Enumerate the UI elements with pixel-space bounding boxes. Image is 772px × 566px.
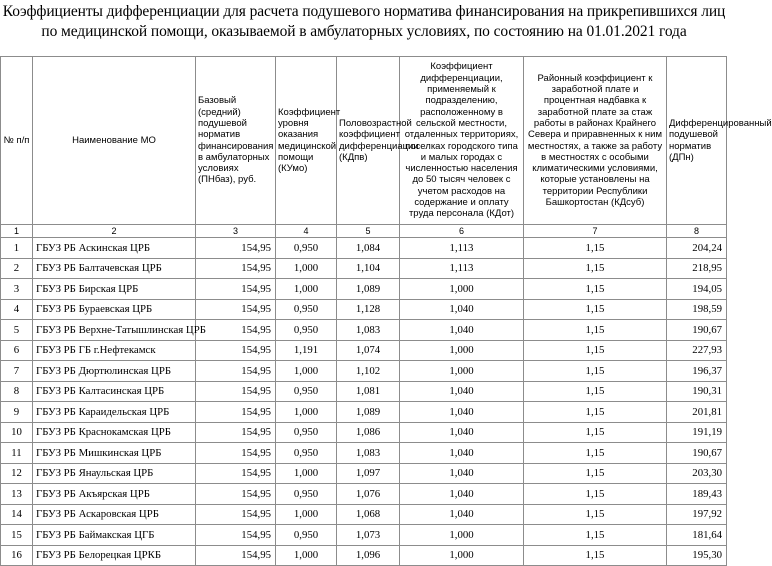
kdpv-cell: 1,086	[337, 422, 400, 443]
kdsub-cell: 1,15	[524, 361, 667, 382]
kumo-cell: 1,191	[276, 340, 337, 361]
coefficients-table	[0, 56, 772, 566]
kdpv-cell: 1,074	[337, 340, 400, 361]
column-number: 4	[276, 225, 337, 238]
table-row	[1, 463, 727, 484]
kumo-cell: 1,000	[276, 463, 337, 484]
base-norm-cell: 154,95	[196, 340, 276, 361]
kdpv-cell: 1,073	[337, 525, 400, 546]
row-number-cell: 2	[1, 258, 33, 279]
dpn-cell: 190,67	[667, 443, 727, 464]
kumo-cell: 1,000	[276, 402, 337, 423]
kumo-cell: 1,000	[276, 279, 337, 300]
row-number-cell: 11	[1, 443, 33, 464]
kdsub-cell: 1,15	[524, 525, 667, 546]
kdpv-cell: 1,089	[337, 402, 400, 423]
kumo-cell: 0,950	[276, 238, 337, 259]
kdot-cell: 1,113	[400, 258, 524, 279]
mo-name-cell: ГБУЗ РБ Мишкинская ЦРБ	[33, 443, 196, 464]
kdpv-cell: 1,076	[337, 484, 400, 505]
table-row	[1, 381, 727, 402]
kumo-cell: 0,950	[276, 299, 337, 320]
header-number: № п/п	[1, 57, 33, 225]
column-number: 2	[33, 225, 196, 238]
row-number-cell: 4	[1, 299, 33, 320]
kdsub-cell: 1,15	[524, 258, 667, 279]
row-number-cell: 8	[1, 381, 33, 402]
header-kdpv: Половозрастной коэффициент дифференциации (КДпв)	[337, 57, 400, 225]
row-number-cell: 13	[1, 484, 33, 505]
kumo-cell: 0,950	[276, 320, 337, 341]
kdsub-cell: 1,15	[524, 238, 667, 259]
header-kumo: Коэффициент уровня оказания медицинской помощи (КУмо)	[276, 57, 337, 225]
base-norm-cell: 154,95	[196, 258, 276, 279]
table-row	[1, 279, 727, 300]
mo-name-cell: ГБУЗ РБ Белорецкая ЦРКБ	[33, 545, 196, 566]
kdsub-cell: 1,15	[524, 443, 667, 464]
column-number: 8	[667, 225, 727, 238]
kdpv-cell: 1,084	[337, 238, 400, 259]
base-norm-cell: 154,95	[196, 422, 276, 443]
table-row	[1, 504, 727, 525]
mo-name-cell: ГБУЗ РБ Краснокамская ЦРБ	[33, 422, 196, 443]
kdsub-cell: 1,15	[524, 402, 667, 423]
base-norm-cell: 154,95	[196, 279, 276, 300]
dpn-cell: 227,93	[667, 340, 727, 361]
kdsub-cell: 1,15	[524, 381, 667, 402]
base-norm-cell: 154,95	[196, 361, 276, 382]
kdot-cell: 1,000	[400, 340, 524, 361]
dpn-cell: 194,05	[667, 279, 727, 300]
table-row	[1, 258, 727, 279]
kdpv-cell: 1,128	[337, 299, 400, 320]
mo-name-cell: ГБУЗ РБ Акъярская ЦРБ	[33, 484, 196, 505]
kdpv-cell: 1,097	[337, 463, 400, 484]
kdpv-cell: 1,089	[337, 279, 400, 300]
kdsub-cell: 1,15	[524, 545, 667, 566]
mo-name-cell: ГБУЗ РБ Бирская ЦРБ	[33, 279, 196, 300]
dpn-cell: 197,92	[667, 504, 727, 525]
mo-name-cell: ГБУЗ РБ Баймакская ЦГБ	[33, 525, 196, 546]
dpn-cell: 196,37	[667, 361, 727, 382]
mo-name-cell: ГБУЗ РБ Караидельская ЦРБ	[33, 402, 196, 423]
row-number-cell: 5	[1, 320, 33, 341]
kdot-cell: 1,000	[400, 525, 524, 546]
kdot-cell: 1,113	[400, 238, 524, 259]
row-number-cell: 9	[1, 402, 33, 423]
table-row	[1, 238, 727, 259]
kdsub-cell: 1,15	[524, 484, 667, 505]
table-row	[1, 525, 727, 546]
title-line-1: Коэффициенты дифференциации для расчета подушевого норматива финансирования на прикрепившихся лиц	[2, 3, 726, 20]
column-number: 3	[196, 225, 276, 238]
table-row	[1, 320, 727, 341]
row-number-cell: 14	[1, 504, 33, 525]
row-number-cell: 7	[1, 361, 33, 382]
mo-name-cell: ГБУЗ РБ ГБ г.Нефтекамск	[33, 340, 196, 361]
kdpv-cell: 1,081	[337, 381, 400, 402]
kdpv-cell: 1,083	[337, 443, 400, 464]
header-dpn: Дифференцированный подушевой норматив (ДПн)	[667, 57, 727, 225]
table-row	[1, 361, 727, 382]
kdpv-cell: 1,096	[337, 545, 400, 566]
table-row	[1, 545, 727, 566]
kumo-cell: 1,000	[276, 258, 337, 279]
table-row	[1, 443, 727, 464]
row-number-cell: 3	[1, 279, 33, 300]
kdsub-cell: 1,15	[524, 422, 667, 443]
kdpv-cell: 1,102	[337, 361, 400, 382]
kdot-cell: 1,040	[400, 299, 524, 320]
base-norm-cell: 154,95	[196, 463, 276, 484]
column-number: 6	[400, 225, 524, 238]
table-row	[1, 299, 727, 320]
kdsub-cell: 1,15	[524, 320, 667, 341]
mo-name-cell: ГБУЗ РБ Аскаровская ЦРБ	[33, 504, 196, 525]
header-kdsub: Районный коэффициент к заработной плате и процентная надбавка к заработной плате за стаж работы в районах Крайнего Севера и приравненных к ним местностях, а также за работу в местностях с особыми климатическими условиями, которые установлены на территории Республики Башкортостан (КДсуб)	[524, 57, 667, 225]
base-norm-cell: 154,95	[196, 320, 276, 341]
kdot-cell: 1,040	[400, 484, 524, 505]
kdot-cell: 1,040	[400, 422, 524, 443]
kdot-cell: 1,000	[400, 279, 524, 300]
kumo-cell: 0,950	[276, 484, 337, 505]
base-norm-cell: 154,95	[196, 504, 276, 525]
row-number-cell: 6	[1, 340, 33, 361]
kumo-cell: 1,000	[276, 361, 337, 382]
dpn-cell: 191,19	[667, 422, 727, 443]
dpn-cell: 218,95	[667, 258, 727, 279]
kdsub-cell: 1,15	[524, 340, 667, 361]
kumo-cell: 1,000	[276, 504, 337, 525]
dpn-cell: 204,24	[667, 238, 727, 259]
kumo-cell: 1,000	[276, 545, 337, 566]
kdot-cell: 1,040	[400, 402, 524, 423]
column-number: 1	[1, 225, 33, 238]
kdot-cell: 1,040	[400, 381, 524, 402]
base-norm-cell: 154,95	[196, 545, 276, 566]
base-norm-cell: 154,95	[196, 402, 276, 423]
table-row	[1, 340, 727, 361]
row-number-cell: 12	[1, 463, 33, 484]
base-norm-cell: 154,95	[196, 525, 276, 546]
dpn-cell: 203,30	[667, 463, 727, 484]
kdot-cell: 1,040	[400, 320, 524, 341]
title-line-2: по медицинской помощи, оказываемой в амбулаторных условиях, по состоянию на 01.01.2021 года	[41, 23, 687, 40]
kumo-cell: 0,950	[276, 422, 337, 443]
header-kdot: Коэффициент дифференциации, применяемый к подразделению, расположенному в сельской местности, отдаленных территориях, поселках городского типа и малых городах с численностью населения до 50 тысяч человек с учетом расходов на содержание и оплату труда персонала (КДот)	[400, 57, 524, 225]
dpn-cell: 201,81	[667, 402, 727, 423]
table-row	[1, 402, 727, 423]
kdot-cell: 1,040	[400, 504, 524, 525]
column-number: 5	[337, 225, 400, 238]
table-row	[1, 484, 727, 505]
base-norm-cell: 154,95	[196, 299, 276, 320]
dpn-cell: 181,64	[667, 525, 727, 546]
dpn-cell: 189,43	[667, 484, 727, 505]
dpn-cell: 190,67	[667, 320, 727, 341]
table-row	[1, 422, 727, 443]
mo-name-cell: ГБУЗ РБ Балтачевская ЦРБ	[33, 258, 196, 279]
kdpv-cell: 1,104	[337, 258, 400, 279]
column-number: 7	[524, 225, 667, 238]
row-number-cell: 10	[1, 422, 33, 443]
mo-name-cell: ГБУЗ РБ Аскинская ЦРБ	[33, 238, 196, 259]
base-norm-cell: 154,95	[196, 381, 276, 402]
kdsub-cell: 1,15	[524, 299, 667, 320]
kumo-cell: 0,950	[276, 525, 337, 546]
dpn-cell: 195,30	[667, 545, 727, 566]
mo-name-cell: ГБУЗ РБ Калтасинская ЦРБ	[33, 381, 196, 402]
base-norm-cell: 154,95	[196, 443, 276, 464]
header-row	[1, 57, 727, 225]
kdsub-cell: 1,15	[524, 504, 667, 525]
row-number-cell: 1	[1, 238, 33, 259]
mo-name-cell: ГБУЗ РБ Янаульская ЦРБ	[33, 463, 196, 484]
mo-name-cell: ГБУЗ РБ Бураевская ЦРБ	[33, 299, 196, 320]
kdot-cell: 1,000	[400, 545, 524, 566]
kdsub-cell: 1,15	[524, 279, 667, 300]
kdpv-cell: 1,083	[337, 320, 400, 341]
row-number-cell: 16	[1, 545, 33, 566]
kumo-cell: 0,950	[276, 381, 337, 402]
dpn-cell: 198,59	[667, 299, 727, 320]
base-norm-cell: 154,95	[196, 484, 276, 505]
kdot-cell: 1,040	[400, 443, 524, 464]
kdot-cell: 1,000	[400, 361, 524, 382]
kdot-cell: 1,040	[400, 463, 524, 484]
header-mo-name: Наименование МО	[33, 57, 196, 225]
kdsub-cell: 1,15	[524, 463, 667, 484]
column-number-row	[1, 225, 727, 238]
mo-name-cell: ГБУЗ РБ Дюртюлинская ЦРБ	[33, 361, 196, 382]
kdpv-cell: 1,068	[337, 504, 400, 525]
mo-name-cell: ГБУЗ РБ Верхне-Татышлинская ЦРБ	[33, 320, 196, 341]
dpn-cell: 190,31	[667, 381, 727, 402]
base-norm-cell: 154,95	[196, 238, 276, 259]
document-title	[0, 2, 728, 42]
row-number-cell: 15	[1, 525, 33, 546]
kumo-cell: 0,950	[276, 443, 337, 464]
header-base-norm: Базовый (средний) подушевой норматив финансирования в амбулаторных условиях (ПНбаз), руб.	[196, 57, 276, 225]
